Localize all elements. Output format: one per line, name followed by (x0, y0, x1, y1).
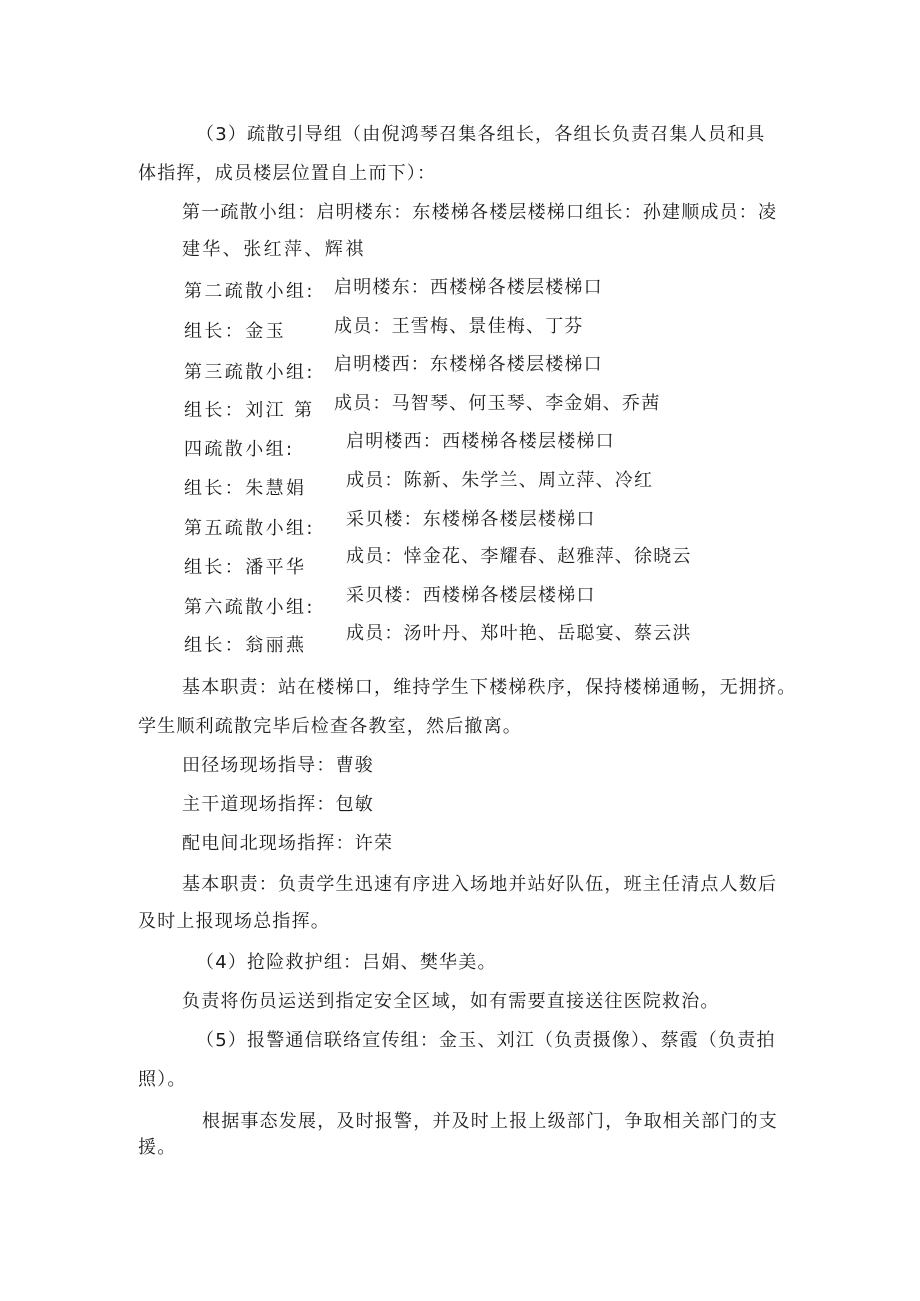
group-5-name: 第五疏散小组: (184, 518, 315, 539)
group-5-location: 采贝楼：东楼梯各楼层楼梯口 (346, 509, 596, 530)
group-6-location: 采贝楼：西楼梯各楼层楼梯口 (346, 585, 596, 606)
group-6-leader: 组长：翁丽燕 (184, 635, 307, 656)
group-2-location: 启明楼东：西楼梯各楼层楼梯口 (334, 277, 603, 298)
main-road-commander: 主干道现场指挥：包敏 (182, 794, 374, 815)
section-3-heading-line-2: 体指挥，成员楼层位置自上而下）： (138, 163, 437, 184)
section-5-heading-line-2: 照）。 (138, 1069, 187, 1090)
duty-1-line-2: 学生顺利疏散完毕后检查各教室，然后撤离。 (138, 716, 522, 737)
group-2-leader: 组长：金玉 (184, 321, 286, 342)
section-4-duty: 负责将伤员运送到指定安全区域，如有需要直接送往医院救治。 (182, 991, 720, 1012)
group-3-name: 第三疏散小组: (184, 362, 315, 383)
group-6-name: 第六疏散小组: (184, 597, 315, 618)
group-3-location: 启明楼西：东楼梯各楼层楼梯口 (334, 354, 603, 375)
duty-2-line-2: 及时上报现场总指挥。 (138, 911, 330, 932)
duty-2-line-1: 基本职责：负责学生迅速有序进入场地并站好队伍，班主任清点人数后 (182, 874, 778, 895)
section-5-duty-line-2: 援。 (138, 1137, 177, 1158)
section-5-heading-line-1: （5）报警通信联络宣传组：金玉、刘江（负责摄像）、蔡霞（负责拍 (196, 1030, 776, 1051)
duty-1-line-1: 基本职责：站在楼梯口，维持学生下楼梯秩序，保持楼梯通畅，无拥挤。 (182, 677, 797, 698)
group-1-line-1: 第一疏散小组：启明楼东：东楼梯各楼层楼梯口组长：孙建顺成员：凌 (182, 202, 778, 223)
group-5-members: 成员：悻金花、李耀春、赵雅萍、徐晓云 (346, 546, 692, 567)
group-3-members: 成员：马智琴、何玉琴、李金娟、乔茜 (334, 393, 661, 414)
group-4-location: 启明楼西：西楼梯各楼层楼梯口 (346, 431, 615, 452)
group-4-name: 四疏散小组: (184, 439, 295, 460)
group-2-members: 成员：王雪梅、景佳梅、丁芬 (334, 316, 584, 337)
group-1-line-2: 建华、张红萍、辉祺 (182, 239, 366, 260)
section-4-heading: （4）抢险救护组：吕娟、樊华美。 (196, 952, 497, 973)
field-guide: 田径场现场指导：曹骏 (182, 755, 374, 776)
group-5-leader: 组长：潘平华 (184, 557, 307, 578)
group-6-members: 成员：汤叶丹、郑叶艳、岳聪宴、蔡云洪 (346, 623, 692, 644)
group-4-members: 成员：陈新、朱学兰、周立萍、冷红 (346, 470, 654, 491)
group-2-name: 第二疏散小组: (184, 281, 315, 302)
group-3-leader: 组长：刘江 第 (184, 400, 315, 421)
section-3-heading-line-1: （3）疏散引导组（由倪鸿琴召集各组长，各组长负责召集人员和具 (196, 124, 766, 145)
section-5-duty-line-1: 根据事态发展，及时报警，并及时上报上级部门，争取相关部门的支 (202, 1111, 778, 1132)
group-4-leader: 组长：朱慧娟 (184, 478, 307, 499)
power-room-commander: 配电间北现场指挥：许荣 (182, 833, 394, 854)
